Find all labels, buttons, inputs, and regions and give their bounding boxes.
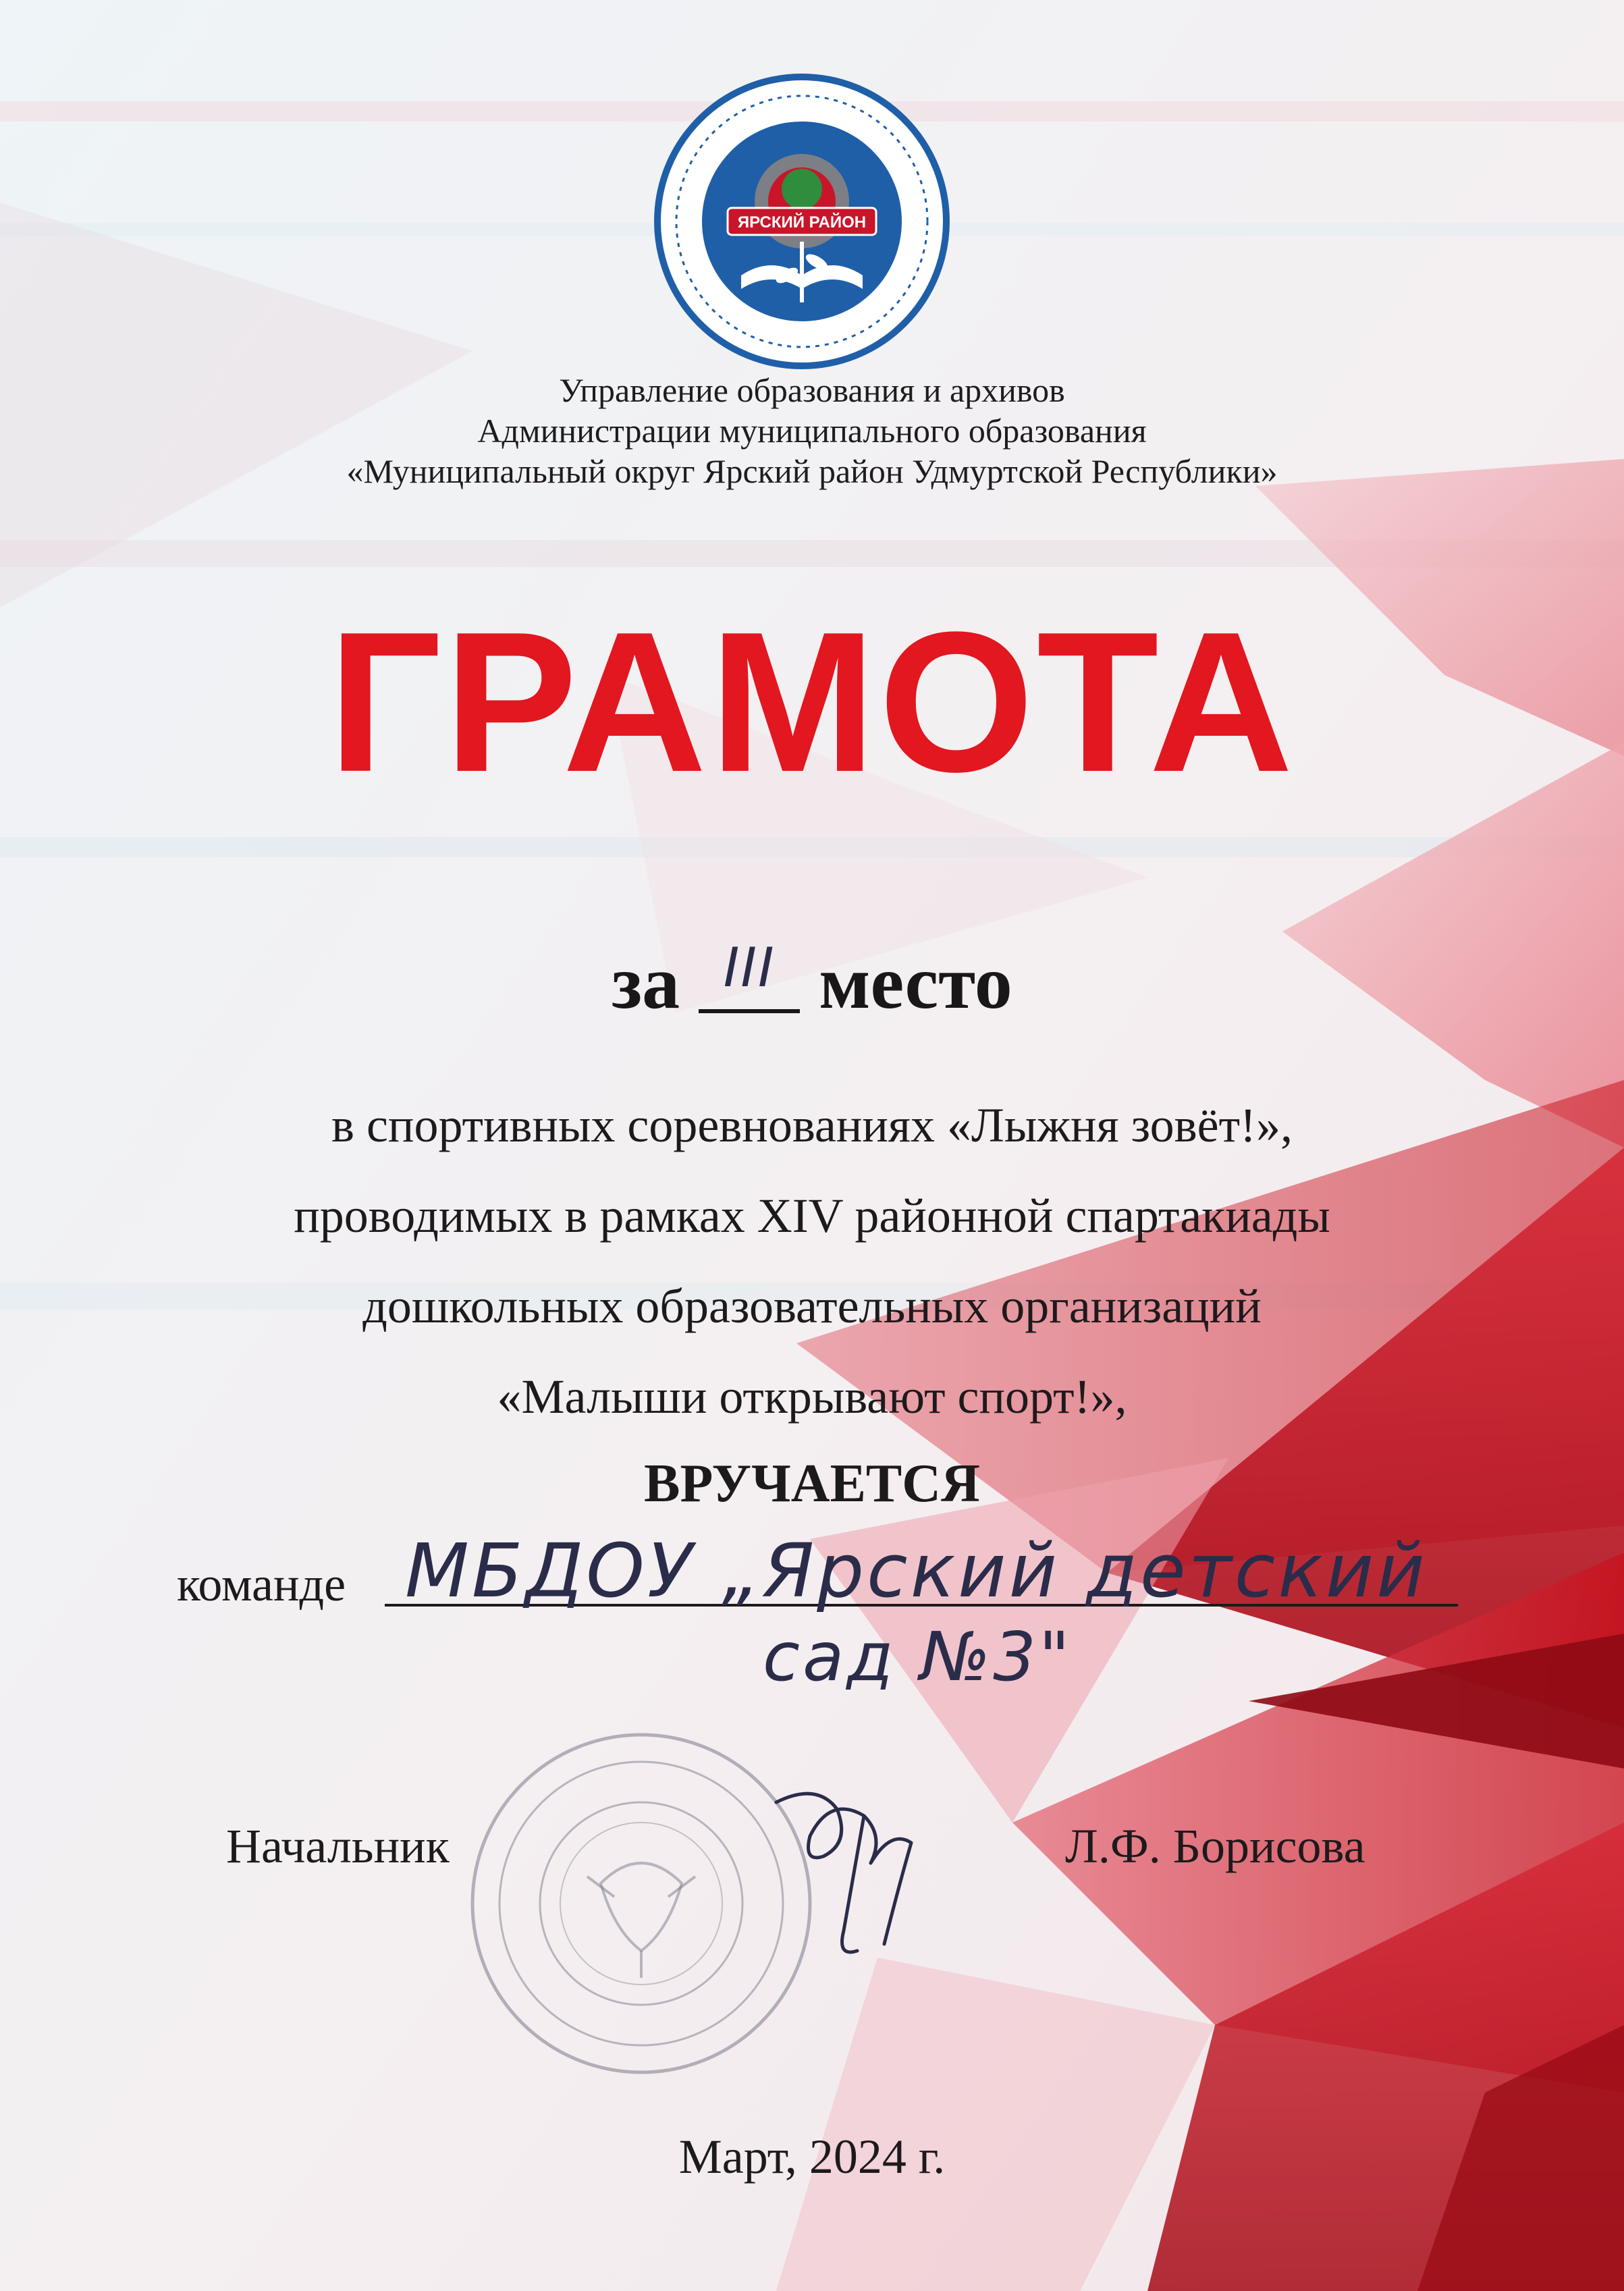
issuer-line-3: «Муниципальный округ Ярский район Удмуртской Республики»: [346, 452, 1278, 490]
place-value-handwritten: III: [723, 936, 776, 999]
recipient-name-line-2: сад №3": [763, 1617, 1073, 1696]
issue-date: Март, 2024 г.: [678, 2130, 946, 2184]
issuer-line-2: Администрации муниципального образования: [477, 412, 1147, 450]
signer-role: Начальник: [226, 1819, 450, 1873]
description-line-1: в спортивных соревнованиях «Лыжня зовёт!»,: [331, 1098, 1293, 1152]
handwritten-signature: [756, 1755, 958, 1958]
place-prefix: за: [612, 941, 680, 1025]
award-description: [137, 1080, 1487, 1442]
description-line-3: дошкольных образовательных организаций: [362, 1279, 1262, 1333]
certificate-title: ГРАМОТА: [328, 590, 1296, 813]
emblem-banner-text: ЯРСКИЙ РАЙОН: [737, 213, 867, 232]
place-suffix: место: [819, 941, 1012, 1025]
issuer-header: [137, 370, 1487, 491]
description-line-2: проводимых в рамках XIV районной спартакиады: [294, 1189, 1330, 1243]
place-blank: [699, 935, 800, 1013]
signer-name: Л.Ф. Борисова: [1065, 1819, 1365, 1873]
description-line-4: «Малыши открывают спорт!»,: [497, 1370, 1127, 1424]
recipient-name-line-1: МБДОУ „Ярский детский: [405, 1528, 1428, 1614]
recipient-label: команде: [177, 1557, 346, 1611]
place-line: [137, 935, 1487, 1030]
issuer-line-1: Управление образования и архивов: [559, 371, 1065, 409]
awarded-heading: ВРУЧАЕТСЯ: [644, 1454, 980, 1513]
